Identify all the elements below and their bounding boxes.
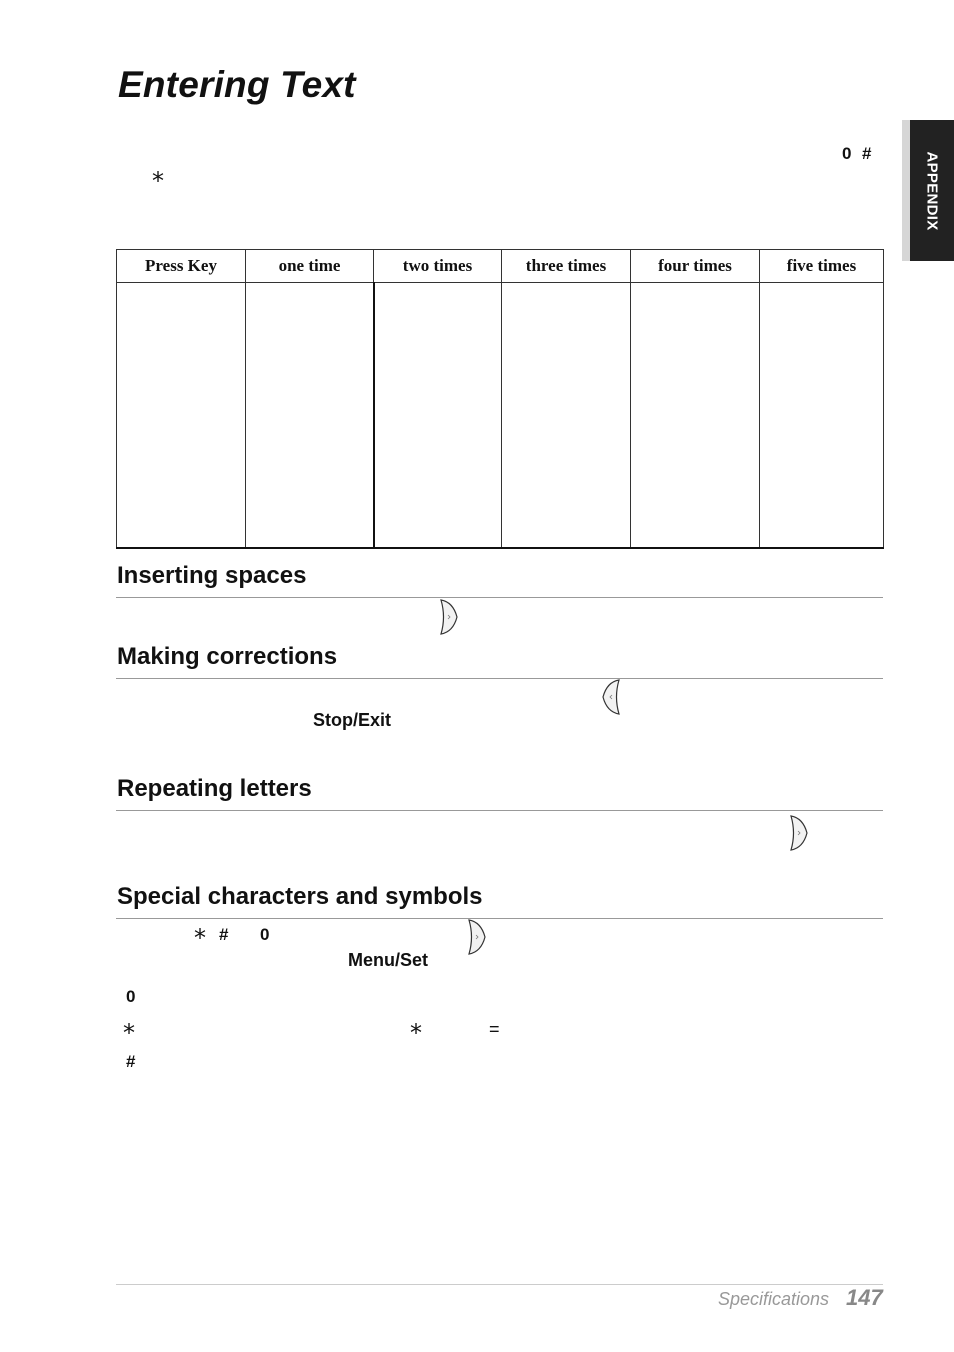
symbol-row-zero-key: 0 xyxy=(126,987,136,1006)
intro-zero-key: 0 xyxy=(842,144,852,163)
page-number: 147 xyxy=(846,1285,883,1310)
table-cell xyxy=(246,283,374,549)
intro-star-key: * xyxy=(152,167,164,195)
table-header-cell: three times xyxy=(502,250,631,283)
table-header-cell: one time xyxy=(246,250,374,283)
section-divider xyxy=(116,810,883,811)
star-key-label: * xyxy=(194,924,206,952)
side-tab-label: APPENDIX xyxy=(923,150,941,231)
symbol-row-star-key: * xyxy=(123,1019,135,1047)
symbol-row-equals: = xyxy=(489,1019,500,1039)
intro-hash-key: # xyxy=(862,144,872,163)
table-cell xyxy=(760,283,884,549)
page-title: Entering Text xyxy=(118,64,356,105)
stop-exit-key-label: Stop/Exit xyxy=(313,710,392,730)
section-heading-repeating-letters: Repeating letters xyxy=(117,775,312,802)
section-divider xyxy=(116,597,883,598)
left-arrow-key-icon xyxy=(601,679,623,715)
footer-section-label: Specifications xyxy=(718,1289,830,1309)
section-heading-inserting-spaces: Inserting spaces xyxy=(117,562,307,589)
table-cell xyxy=(117,283,246,549)
table-header-cell: five times xyxy=(760,250,884,283)
section-divider xyxy=(116,918,883,919)
right-arrow-key-icon xyxy=(465,919,487,955)
section-side-tab xyxy=(902,120,954,261)
table-cell xyxy=(502,283,631,549)
table-header-cell: two times xyxy=(374,250,502,283)
table-header-row xyxy=(117,250,884,283)
section-divider xyxy=(116,678,883,679)
right-arrow-key-icon xyxy=(437,599,459,635)
table-row xyxy=(117,283,884,549)
table-cell xyxy=(631,283,760,549)
section-heading-special-characters: Special characters and symbols xyxy=(117,883,483,910)
hash-key-label: # xyxy=(219,925,229,944)
symbol-row-star-inline: * xyxy=(410,1019,422,1047)
table-header-cell: four times xyxy=(631,250,760,283)
key-press-table xyxy=(116,249,884,549)
zero-key-label: 0 xyxy=(260,925,270,944)
table-cell xyxy=(374,283,502,549)
section-heading-making-corrections: Making corrections xyxy=(117,643,338,670)
menu-set-key-label: Menu/Set xyxy=(348,950,429,970)
symbol-row-hash-key: # xyxy=(126,1052,136,1071)
footer-divider xyxy=(116,1284,883,1285)
table-header-cell: Press Key xyxy=(117,250,246,283)
right-arrow-key-icon xyxy=(787,815,809,851)
